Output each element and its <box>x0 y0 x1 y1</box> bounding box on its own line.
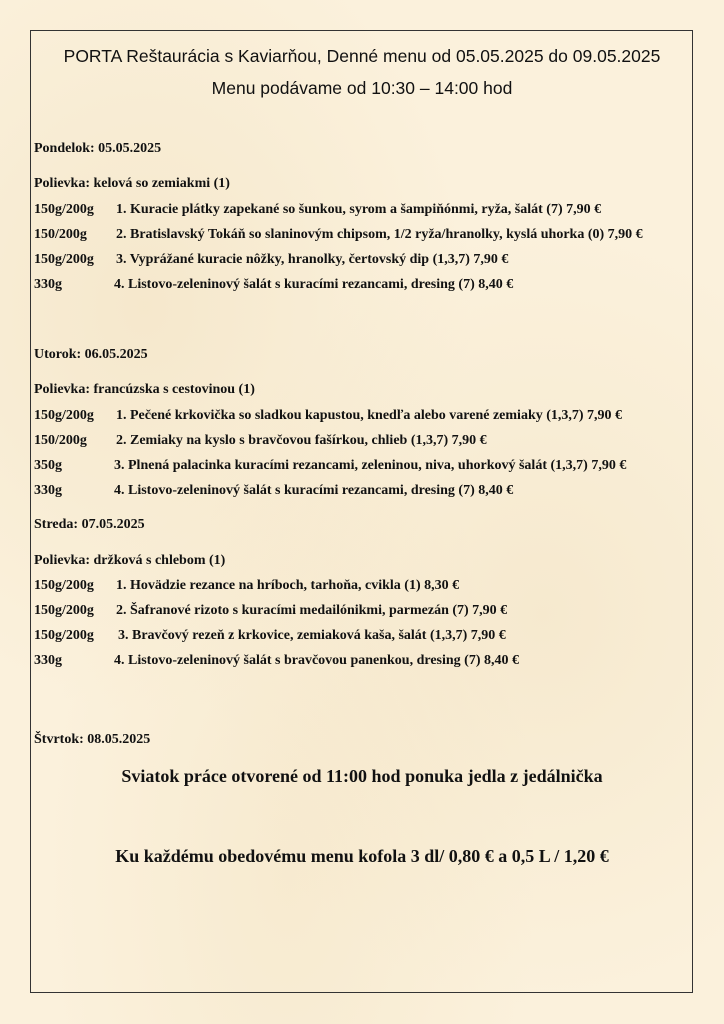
menu-title: PORTA Reštaurácia s Kaviarňou, Denné menu od 05.05.2025 do 09.05.2025 <box>63 46 661 66</box>
kofola-offer: Ku každému obedovému menu kofola 3 dl/ 0,80 € a 0,5 L / 1,20 € <box>115 846 609 866</box>
dish-weight: 150g/200g <box>34 603 94 618</box>
serving-hours: Menu podávame od 10:30 – 14:00 hod <box>211 78 513 98</box>
dish-weight: 330g <box>34 653 62 668</box>
dish-weight: 150/200g <box>34 227 87 242</box>
dish-description: 3. Bravčový rezeň z krkovice, zemiaková kaša, šalát (1,3,7) 7,90 € <box>118 628 506 643</box>
dish-description: 1. Hovädzie rezance na hríboch, tarhoňa, cvikla (1) 8,30 € <box>116 578 460 593</box>
dish-weight: 330g <box>34 483 62 498</box>
dish-weight: 150g/200g <box>34 202 94 217</box>
dish-description: 1. Pečené krkovička so sladkou kapustou, knedľa alebo varené zemiaky (1,3,7) 7,90 € <box>116 408 623 423</box>
dish-description: 4. Listovo-zeleninový šalát s bravčovou panenkou, dresing (7) 8,40 € <box>114 653 519 668</box>
dish-weight: 150g/200g <box>34 628 94 643</box>
soup-wednesday: Polievka: držková s chlebom (1) <box>34 553 226 568</box>
dish-weight: 150g/200g <box>34 408 94 423</box>
day-label-monday: Pondelok: 05.05.2025 <box>34 141 162 156</box>
dish-description: 3. Vyprážané kuracie nôžky, hranolky, čertovský dip (1,3,7) 7,90 € <box>116 252 509 267</box>
dish-description: 2. Bratislavský Tokáň so slaninovým chipsom, 1/2 ryža/hranolky, kyslá uhorka (0) 7,90 € <box>116 227 643 242</box>
dish-weight: 350g <box>34 458 62 473</box>
day-label-thursday: Štvrtok: 08.05.2025 <box>34 732 151 747</box>
dish-weight: 150g/200g <box>34 578 94 593</box>
dish-description: 2. Šafranové rizoto s kuracími medailónikmi, parmezán (7) 7,90 € <box>116 603 508 618</box>
dish-weight: 150g/200g <box>34 252 94 267</box>
holiday-note: Sviatok práce otvorené od 11:00 hod ponuka jedla z jedálnička <box>121 766 603 786</box>
dish-description: 3. Plnená palacinka kuracími rezancami, zeleninou, niva, uhorkový šalát (1,3,7) 7,90 € <box>114 458 627 473</box>
dish-description: 2. Zemiaky na kyslo s bravčovou fašírkou, chlieb (1,3,7) 7,90 € <box>116 433 487 448</box>
dish-description: 4. Listovo-zeleninový šalát s kuracími rezancami, dresing (7) 8,40 € <box>114 483 514 498</box>
dish-weight: 150/200g <box>34 433 87 448</box>
dish-description: 1. Kuracie plátky zapekané so šunkou, syrom a šampiňónmi, ryža, šalát (7) 7,90 € <box>116 202 602 217</box>
day-label-tuesday: Utorok: 06.05.2025 <box>34 347 148 362</box>
soup-monday: Polievka: kelová so zemiakmi (1) <box>34 176 230 191</box>
dish-weight: 330g <box>34 277 62 292</box>
dish-description: 4. Listovo-zeleninový šalát s kuracími rezancami, dresing (7) 8,40 € <box>114 277 514 292</box>
soup-tuesday: Polievka: francúzska s cestovinou (1) <box>34 382 255 397</box>
day-label-wednesday: Streda: 07.05.2025 <box>34 517 145 532</box>
